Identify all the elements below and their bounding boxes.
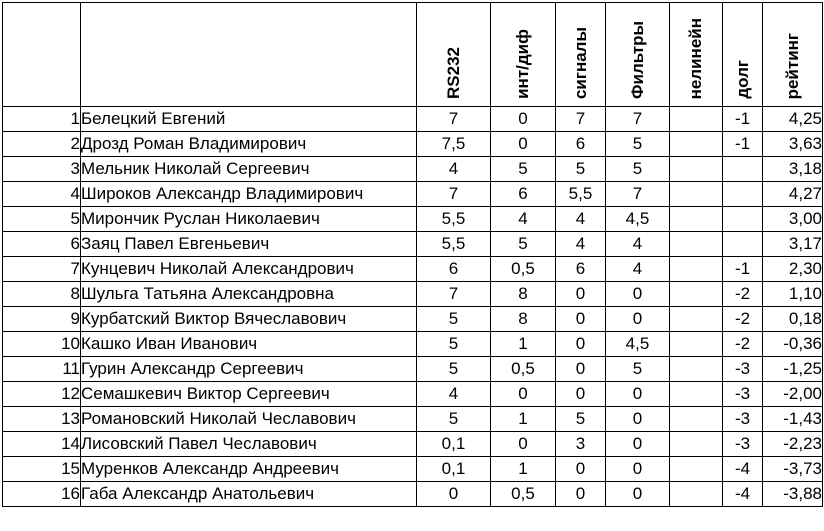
- score-signals: 0: [556, 282, 606, 307]
- score-rs232: 0,1: [417, 457, 491, 482]
- row-number: 6: [3, 232, 81, 257]
- row-number: 5: [3, 207, 81, 232]
- rating-value: 3,17: [763, 232, 823, 257]
- score-rs232: 5: [417, 307, 491, 332]
- debt-value: -1: [723, 132, 763, 157]
- header-debt-label: долг: [732, 60, 752, 99]
- debt-value: [723, 207, 763, 232]
- row-number: 16: [3, 482, 81, 507]
- row-number: 11: [3, 357, 81, 382]
- score-filters: 4,5: [606, 332, 670, 357]
- score-nonlinear: [670, 407, 723, 432]
- score-rs232: 0,1: [417, 432, 491, 457]
- row-number: 13: [3, 407, 81, 432]
- grades-body: [3, 107, 823, 507]
- debt-value: [723, 182, 763, 207]
- score-signals: 5: [556, 407, 606, 432]
- student-name: Лисовский Павел Чеславович: [81, 432, 417, 457]
- score-intdif: 0,5: [491, 482, 556, 507]
- score-signals: 4: [556, 232, 606, 257]
- student-name: Заяц Павел Евгеньевич: [81, 232, 417, 257]
- score-filters: 5: [606, 157, 670, 182]
- rating-value: 3,18: [763, 157, 823, 182]
- rating-value: 0,18: [763, 307, 823, 332]
- score-intdif: 1: [491, 457, 556, 482]
- header-signals: [556, 3, 606, 107]
- score-signals: 0: [556, 382, 606, 407]
- score-nonlinear: [670, 282, 723, 307]
- table-row: [3, 407, 823, 432]
- score-intdif: 8: [491, 307, 556, 332]
- score-nonlinear: [670, 132, 723, 157]
- student-name: Гурин Александр Сергеевич: [81, 357, 417, 382]
- student-name: Романовский Николай Чеславович: [81, 407, 417, 432]
- header-intdif-label: инт/диф: [513, 29, 532, 99]
- score-nonlinear: [670, 482, 723, 507]
- score-intdif: 5: [491, 232, 556, 257]
- score-nonlinear: [670, 157, 723, 182]
- header-filters-label: Фильтры: [627, 21, 647, 99]
- table-row: [3, 232, 823, 257]
- header-row: [3, 3, 823, 107]
- student-name: Дрозд Роман Владимирович: [81, 132, 417, 157]
- score-intdif: 0: [491, 382, 556, 407]
- score-rs232: 4: [417, 157, 491, 182]
- table-row: [3, 307, 823, 332]
- table-row: [3, 157, 823, 182]
- row-number: 2: [3, 132, 81, 157]
- header-intdif: [491, 3, 556, 107]
- table-row: [3, 332, 823, 357]
- debt-value: -3: [723, 432, 763, 457]
- score-intdif: 4: [491, 207, 556, 232]
- student-name: Белецкий Евгений: [81, 107, 417, 132]
- debt-value: -4: [723, 457, 763, 482]
- score-signals: 6: [556, 257, 606, 282]
- rating-value: -3,73: [763, 457, 823, 482]
- score-intdif: 6: [491, 182, 556, 207]
- score-signals: 0: [556, 457, 606, 482]
- rating-value: 1,10: [763, 282, 823, 307]
- score-filters: 5: [606, 357, 670, 382]
- score-nonlinear: [670, 232, 723, 257]
- score-signals: 0: [556, 482, 606, 507]
- rating-value: 2,30: [763, 257, 823, 282]
- score-nonlinear: [670, 382, 723, 407]
- debt-value: -3: [723, 382, 763, 407]
- table-row: [3, 182, 823, 207]
- table-row: [3, 207, 823, 232]
- debt-value: -3: [723, 407, 763, 432]
- score-nonlinear: [670, 457, 723, 482]
- score-filters: 4: [606, 257, 670, 282]
- table-row: [3, 432, 823, 457]
- score-rs232: 5: [417, 357, 491, 382]
- table-row: [3, 107, 823, 132]
- rating-value: 4,27: [763, 182, 823, 207]
- score-nonlinear: [670, 332, 723, 357]
- score-filters: 0: [606, 382, 670, 407]
- grades-table: [2, 2, 823, 507]
- score-signals: 0: [556, 307, 606, 332]
- debt-value: [723, 232, 763, 257]
- score-rs232: 5: [417, 407, 491, 432]
- score-filters: 7: [606, 107, 670, 132]
- score-rs232: 7: [417, 282, 491, 307]
- table-row: [3, 257, 823, 282]
- score-filters: 0: [606, 482, 670, 507]
- score-intdif: 0: [491, 132, 556, 157]
- score-signals: 6: [556, 132, 606, 157]
- debt-value: -2: [723, 282, 763, 307]
- score-nonlinear: [670, 182, 723, 207]
- rating-value: -1,25: [763, 357, 823, 382]
- row-number: 15: [3, 457, 81, 482]
- score-filters: 7: [606, 182, 670, 207]
- row-number: 14: [3, 432, 81, 457]
- score-filters: 0: [606, 457, 670, 482]
- row-number: 4: [3, 182, 81, 207]
- score-signals: 4: [556, 207, 606, 232]
- score-intdif: 1: [491, 332, 556, 357]
- rating-value: -2,23: [763, 432, 823, 457]
- row-number: 3: [3, 157, 81, 182]
- score-intdif: 0: [491, 107, 556, 132]
- score-filters: 0: [606, 407, 670, 432]
- rating-value: 3,00: [763, 207, 823, 232]
- score-rs232: 5,5: [417, 232, 491, 257]
- score-rs232: 0: [417, 482, 491, 507]
- table-row: [3, 357, 823, 382]
- score-nonlinear: [670, 207, 723, 232]
- debt-value: -2: [723, 307, 763, 332]
- table-row: [3, 482, 823, 507]
- header-rs232: [417, 3, 491, 107]
- student-name: Курбатский Виктор Вячеславович: [81, 307, 417, 332]
- student-name: Муренков Александр Андреевич: [81, 457, 417, 482]
- debt-value: -1: [723, 257, 763, 282]
- table-row: [3, 132, 823, 157]
- score-filters: 0: [606, 282, 670, 307]
- student-name: Широков Александр Владимирович: [81, 182, 417, 207]
- score-signals: 7: [556, 107, 606, 132]
- header-filters: [606, 3, 670, 107]
- score-intdif: 1: [491, 407, 556, 432]
- header-name: [81, 3, 417, 107]
- score-signals: 5,5: [556, 182, 606, 207]
- header-nonlinear-label: нелинейн: [686, 17, 705, 99]
- table-row: [3, 282, 823, 307]
- score-signals: 0: [556, 332, 606, 357]
- student-name: Кашко Иван Иванович: [81, 332, 417, 357]
- debt-value: -1: [723, 107, 763, 132]
- debt-value: -2: [723, 332, 763, 357]
- score-filters: 0: [606, 432, 670, 457]
- score-intdif: 0,5: [491, 257, 556, 282]
- score-rs232: 6: [417, 257, 491, 282]
- score-intdif: 5: [491, 157, 556, 182]
- score-nonlinear: [670, 357, 723, 382]
- student-name: Кунцевич Николай Александрович: [81, 257, 417, 282]
- row-number: 9: [3, 307, 81, 332]
- row-number: 7: [3, 257, 81, 282]
- header-rs232-label: RS232: [443, 47, 463, 99]
- row-number: 8: [3, 282, 81, 307]
- row-number: 1: [3, 107, 81, 132]
- rating-value: -2,00: [763, 382, 823, 407]
- rating-value: -1,43: [763, 407, 823, 432]
- debt-value: -4: [723, 482, 763, 507]
- score-rs232: 5: [417, 332, 491, 357]
- row-number: 10: [3, 332, 81, 357]
- score-filters: 4,5: [606, 207, 670, 232]
- score-rs232: 4: [417, 382, 491, 407]
- score-nonlinear: [670, 257, 723, 282]
- score-rs232: 7: [417, 107, 491, 132]
- score-rs232: 7: [417, 182, 491, 207]
- score-nonlinear: [670, 107, 723, 132]
- header-rating-label: рейтинг: [782, 32, 802, 99]
- score-signals: 0: [556, 357, 606, 382]
- score-rs232: 7,5: [417, 132, 491, 157]
- header-signals-label: сигналы: [570, 26, 590, 99]
- header-number: [3, 3, 81, 107]
- score-nonlinear: [670, 307, 723, 332]
- row-number: 12: [3, 382, 81, 407]
- student-name: Семашкевич Виктор Сергеевич: [81, 382, 417, 407]
- score-filters: 0: [606, 307, 670, 332]
- score-intdif: 0,5: [491, 357, 556, 382]
- score-rs232: 5,5: [417, 207, 491, 232]
- student-name: Габа Александр Анатольевич: [81, 482, 417, 507]
- rating-value: 3,63: [763, 132, 823, 157]
- score-intdif: 8: [491, 282, 556, 307]
- score-nonlinear: [670, 432, 723, 457]
- student-name: Мирончик Руслан Николаевич: [81, 207, 417, 232]
- rating-value: -0,36: [763, 332, 823, 357]
- header-debt: [723, 3, 763, 107]
- rating-value: 4,25: [763, 107, 823, 132]
- score-filters: 4: [606, 232, 670, 257]
- header-rating: [763, 3, 823, 107]
- student-name: Шульга Татьяна Александровна: [81, 282, 417, 307]
- rating-value: -3,88: [763, 482, 823, 507]
- score-filters: 5: [606, 132, 670, 157]
- table-row: [3, 382, 823, 407]
- score-signals: 3: [556, 432, 606, 457]
- score-intdif: 0: [491, 432, 556, 457]
- debt-value: [723, 157, 763, 182]
- table-row: [3, 457, 823, 482]
- score-signals: 5: [556, 157, 606, 182]
- student-name: Мельник Николай Сергеевич: [81, 157, 417, 182]
- debt-value: -3: [723, 357, 763, 382]
- header-nonlinear: [670, 3, 723, 107]
